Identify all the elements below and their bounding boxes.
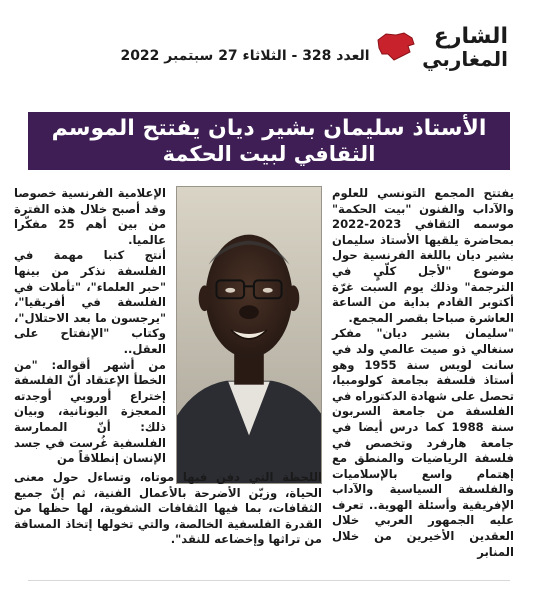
publication-logo (368, 26, 508, 76)
article-paragraph: الإعلامية الفرنسية خصوصا وقد أصبح خلال هذه الفترة من بين أهم 25 مفكّرا عالميا. (14, 186, 166, 247)
article-paragraph: "سليمان بشير ديان" مفكر سنغالي ذو صيت عالمي ولد في سانت لويس سنة 1955 وهو أستاذ فلسفة بجامعة كولومبيا، تحصل على شهادة الدكتوراه في الفلسفة من جامعة السربون سنة 1988 كما درس أيضا في جامعة هارفرد وتخصص في فلسفة الرياضيات والمنطق مع إهتمام واسع بالإسلاميات والفلسفة السياسية والآداب الإفريقية وأسئلة الهوية.. تعرف عليه الجمهور العربي خلال العقدين الأخيرين من خلال المنابر (332, 326, 515, 559)
article-paragraph: يفتتح المجمع التونسي للعلوم والآداب والفنون "بيت الحكمة" موسمه الثقافي 2023-2022 بمحاضرة يلقيها الأستاذ سليمان بشير ديان باللغة الفرنسية حول موضوع "لأجل كلّيٍ في الترجمة" وذلك يوم السبت غرّة أكتوبر القادم بداية من الساعة العاشرة صباحا بقصر المجمع. (332, 186, 514, 325)
headline-line1: الأستاذ سليمان بشير ديان يفتتح الموسم (51, 116, 487, 141)
portrait-photo (176, 186, 322, 484)
article-column-left (14, 186, 166, 467)
article-column-left-continued (14, 470, 322, 548)
footer-rule (28, 580, 510, 581)
article-paragraph: من أشهر أقواله: "من الخطأ الإعتقاد أنّ الفلسفة إختراع أوروبي أوجدته المعجزة اليونانية، وبيان ذلك: أنّ الممارسة الفلسفية غُرست في جسد الإنسان إنطلاقاً من (14, 357, 166, 466)
issue-date-line: العدد 328 - الثلاثاء 27 سبتمبر 2022 (120, 48, 370, 64)
logo-line2: المغاربي (422, 47, 508, 71)
article-paragraph: اللحظة التي دفن فيها موتاه، وتساءل حول معنى الحياة، وزيّن الأضرحة بالأعمال الفنية، ثم إنّ جميع الثقافات، بما فيها الثقافات الشفوية، لها حظها من القدرة الفلسفية الخالصة، والتي تخولها إتخاذ المسافة من تراثها وإخضاعه للنقد". (14, 470, 322, 547)
article-column-right (332, 186, 514, 560)
page-header (0, 0, 536, 86)
logo-line1: الشارع (433, 24, 508, 49)
map-icon (374, 30, 416, 64)
headline-line2: الثقافي لبيت الحكمة (162, 142, 376, 166)
article-paragraph: أنتج كتبا مهمة في الفلسفة نذكر من بينها "حبر العلماء"، "تأملات في الفلسفة في أفريقيا"، "يرجسون ما بعد الاحتلال"، وكتاب "الإنفتاح على العقل.. (14, 248, 166, 356)
portrait-image (177, 187, 321, 483)
headline-band (28, 112, 510, 170)
